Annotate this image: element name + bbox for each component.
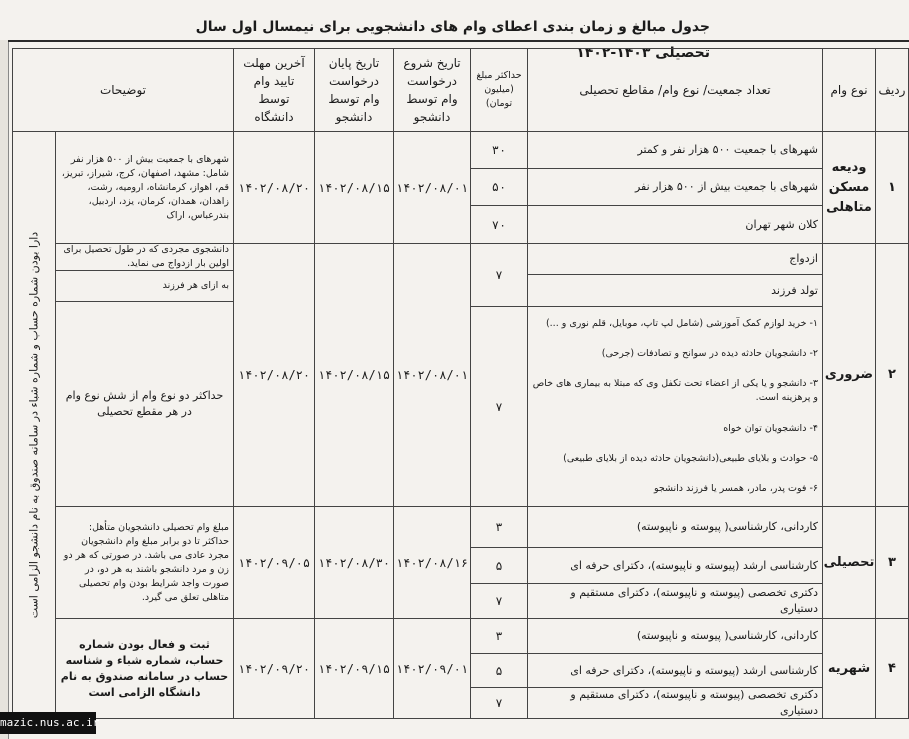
row-3-type: تحصیلی bbox=[822, 506, 876, 619]
row-2-start: ۱۴۰۲/۰۸/۰۱ bbox=[393, 243, 471, 507]
header-max-amount: حداکثر مبلغ (میلیون تومان) bbox=[470, 48, 528, 132]
row-4-item-2: کارشناسی ارشد (پیوسته و ناپیوسته)، دکترای حرفه ای bbox=[527, 653, 823, 688]
row-1-note: شهرهای با جمعیت بیش از ۵۰۰ هزار نفر شامل: مشهد، اصفهان، کرج، شیراز، تبریز، قم، اهواز، کرمانشاه، ارومیه، رشت، زاهدان، همدان، کرمان، یزد، اردبیل، بندرعباس، اراک bbox=[55, 131, 234, 244]
row-3-amount-2: ۵ bbox=[470, 547, 528, 584]
row-1-item-1: شهرهای با جمعیت ۵۰۰ هزار نفر و کمتر bbox=[527, 131, 823, 169]
row-4-no: ۴ bbox=[875, 618, 909, 719]
row-2-subitem-5: ۵- حوادث و بلایای طبیعی(دانشجویان حادثه دیده از بلایای طبیعی) bbox=[563, 452, 818, 464]
row-3-amount-3: ۷ bbox=[470, 583, 528, 619]
row-4-item-3: دکتری تخصصی (پیوسته و ناپیوسته)، دکترای مستقیم و دستیاری bbox=[527, 687, 823, 719]
row-1-type: ودیعه مسکن متاهلی bbox=[822, 131, 876, 244]
row-3-start: ۱۴۰۲/۰۸/۱۶ bbox=[393, 506, 471, 619]
row-3-item-3: دکتری تخصصی (پیوسته و ناپیوسته)، دکترای مستقیم و دستیاری bbox=[527, 583, 823, 619]
row-3-deadline: ۱۴۰۲/۰۹/۰۵ bbox=[233, 506, 315, 619]
row-2-note-general: حداکثر دو نوع وام از شش نوع وام در هر مقطع تحصیلی bbox=[55, 301, 234, 507]
row-1-start: ۱۴۰۲/۰۸/۰۱ bbox=[393, 131, 471, 244]
title-rule bbox=[8, 40, 909, 42]
document-title: جدول مبالغ و زمان بندی اعطای وام های دانشجویی برای نیمسال اول سال تحصیلی ۱۴۰۳-۱۴۰۲ bbox=[195, 19, 710, 61]
row-3-item-1: کاردانی، کارشناسی( پیوسته و ناپیوسته) bbox=[527, 506, 823, 548]
row-4-end: ۱۴۰۲/۰۹/۱۵ bbox=[314, 618, 394, 719]
side-note-text: دارا بودن شماره حساب و شماره شباء در سامانه صندوق به نام دانشجو الزامی است bbox=[27, 231, 41, 619]
row-4-amount-1: ۳ bbox=[470, 618, 528, 654]
page-edge bbox=[0, 40, 9, 739]
row-4-deadline: ۱۴۰۲/۰۹/۲۰ bbox=[233, 618, 315, 719]
row-3-no: ۳ bbox=[875, 506, 909, 619]
row-2-subitem-2: ۲- دانشجویان حادثه دیده در سوانح و تصادفات (جرحی) bbox=[601, 348, 818, 360]
row-2-subitem-1: ۱- خرید لوازم کمک آموزشی (شامل لپ تاپ، موبایل، قلم نوری و ...) bbox=[545, 318, 818, 330]
row-2-deadline: ۱۴۰۲/۰۸/۲۰ bbox=[233, 243, 315, 507]
row-3-item-2: کارشناسی ارشد (پیوسته و ناپیوسته)، دکترای حرفه ای bbox=[527, 547, 823, 584]
row-4-amount-3: ۷ bbox=[470, 687, 528, 719]
row-2-amount-a: ۷ bbox=[470, 243, 528, 307]
row-2-end: ۱۴۰۲/۰۸/۱۵ bbox=[314, 243, 394, 507]
header-loan-type: نوع وام bbox=[822, 48, 876, 132]
row-2-item-marriage: ازدواج bbox=[527, 243, 823, 275]
row-2-item-child: تولد فرزند bbox=[527, 274, 823, 307]
row-2-amount-b: ۷ bbox=[470, 306, 528, 507]
row-1-amount-2: ۵۰ bbox=[470, 168, 528, 206]
row-2-note-child: به ازای هر فرزند bbox=[55, 270, 234, 302]
header-deadline: آخرین مهلت تایید وام توسط دانشگاه bbox=[233, 48, 315, 132]
row-1-no: ۱ bbox=[875, 131, 909, 244]
row-4-type: شهریه bbox=[822, 618, 876, 719]
row-2-subitem-3: ۳- دانشجو و یا یکی از اعضاء تحت تکفل وی که مبتلا به بیماری های خاص و پرهزینه است. bbox=[532, 378, 818, 404]
row-2-note-marriage: دانشجوی مجردی که در طول تحصیل برای اولین بار ازدواج می نماید. bbox=[55, 243, 234, 271]
row-3-end: ۱۴۰۲/۰۸/۳۰ bbox=[314, 506, 394, 619]
row-4-note: ثبت و فعال بودن شماره حساب، شماره شباء و شناسه حساب در سامانه صندوق به نام دانشگاه الزامی است bbox=[55, 618, 234, 719]
row-3-note: مبلغ وام تحصیلی دانشجویان متأهل: حداکثر تا دو برابر مبلغ وام دانشجویان مجرد عادی می باشد. در صورتی که هر دو زن و مرد دانشجو باشند به هر دو، در صورت واجد شرایط بودن وام تحصیلی متاهلی تعلق می گیرد. bbox=[55, 506, 234, 619]
row-4-item-1: کاردانی، کارشناسی( پیوسته و ناپیوسته) bbox=[527, 618, 823, 654]
row-3-amount-1: ۳ bbox=[470, 506, 528, 548]
row-1-amount-1: ۳۰ bbox=[470, 131, 528, 169]
watermark: mazic.nus.ac.ir bbox=[0, 712, 96, 734]
header-notes: توضیحات bbox=[12, 48, 234, 132]
row-4-start: ۱۴۰۲/۰۹/۰۱ bbox=[393, 618, 471, 719]
row-4-amount-2: ۵ bbox=[470, 653, 528, 688]
header-row-no: ردیف bbox=[875, 48, 909, 132]
row-1-amount-3: ۷۰ bbox=[470, 205, 528, 244]
row-1-item-3: کلان شهر تهران bbox=[527, 205, 823, 244]
header-start-date: تاریخ شروع درخواست وام توسط دانشجو bbox=[393, 48, 471, 132]
row-2-type: ضروری bbox=[822, 243, 876, 507]
row-2-subitems bbox=[527, 306, 823, 507]
header-end-date: تاریخ پایان درخواست وام توسط دانشجو bbox=[314, 48, 394, 132]
row-2-subitem-6: ۶- فوت پدر، مادر، همسر یا فرزند دانشجو bbox=[653, 482, 818, 494]
row-1-deadline: ۱۴۰۲/۰۸/۲۰ bbox=[233, 131, 315, 244]
row-1-item-2: شهرهای با جمعیت بیش از ۵۰۰ هزار نفر bbox=[527, 168, 823, 206]
row-1-end: ۱۴۰۲/۰۸/۱۵ bbox=[314, 131, 394, 244]
row-2-no: ۲ bbox=[875, 243, 909, 507]
row-2-subitem-4: ۴- دانشجویان توان خواه bbox=[723, 422, 818, 434]
side-note bbox=[12, 131, 56, 719]
header-population: تعداد جمعیت/ نوع وام/ مقاطع تحصیلی bbox=[527, 48, 823, 132]
